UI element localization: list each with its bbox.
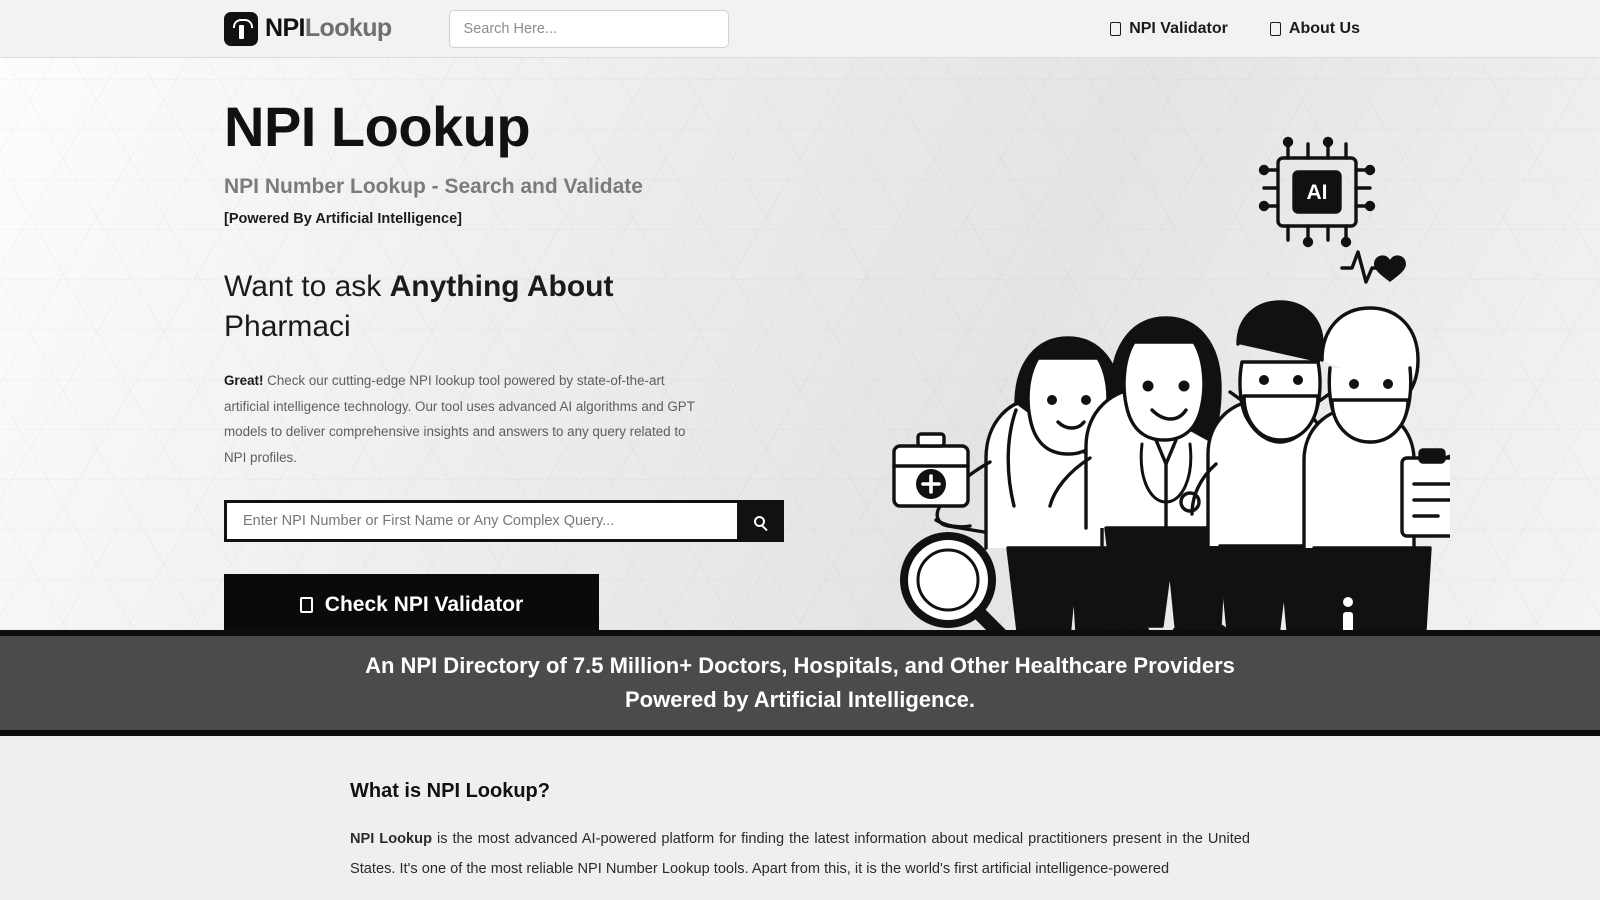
about-heading: What is NPI Lookup?	[350, 780, 550, 802]
magnifier-icon	[904, 536, 1014, 630]
npi-query-input[interactable]	[227, 503, 737, 539]
site-header	[0, 0, 1600, 58]
hero-ask-bold: Anything About	[389, 270, 614, 303]
first-aid-kit-icon	[894, 434, 968, 506]
illustration-svg	[890, 128, 1450, 630]
npi-query-search-bar	[224, 500, 784, 542]
hero-powered-by: [Powered By Artificial Intelligence]	[224, 211, 462, 227]
npi-query-search-button[interactable]	[737, 503, 781, 539]
heartbeat-icon	[1342, 252, 1406, 282]
about-paragraph	[350, 825, 1250, 885]
ai-chip-icon	[1261, 139, 1374, 246]
hero-section	[0, 58, 1600, 630]
about-paragraph-body: is the most advanced AI-powered platform for finding the latest information about medical practitioners present in the United States. It's one of the most reliable NPI Number Lookup tools. Apart from this, it is the world's first artificial intelligence-powered	[350, 831, 1251, 877]
logo[interactable]	[224, 12, 392, 46]
hero-ask-second-line: Pharmaci	[224, 309, 351, 343]
info-icon	[1270, 22, 1281, 36]
person-masked-right	[1304, 308, 1450, 630]
logo-text-lookup: Lookup	[304, 14, 392, 42]
directory-banner	[0, 630, 1600, 736]
healthcare-team-illustration	[890, 128, 1450, 630]
header-nav	[1110, 20, 1360, 38]
shield-check-icon	[1110, 22, 1121, 36]
nav-item-label: NPI Validator	[1129, 19, 1228, 37]
logo-text-npi: NPI	[265, 14, 305, 42]
about-section	[0, 736, 1600, 900]
nav-item-npi-validator[interactable]	[1110, 20, 1228, 38]
hero-description-body: Check our cutting-edge NPI lookup tool powered by state-of-the-art artificial intelligence technology. Our tool uses advanced AI algorithms and GPT models to deliver comprehensive insights and answers to any query related to NPI profiles.	[224, 373, 695, 465]
logo-text	[265, 14, 392, 43]
check-npi-validator-label: Check NPI Validator	[324, 593, 524, 617]
check-npi-validator-button[interactable]	[224, 574, 599, 630]
hero-description-lead: Great!	[224, 373, 264, 389]
hero-description	[224, 368, 709, 470]
about-section-inner	[350, 780, 1250, 885]
hero-ask-heading	[224, 267, 694, 346]
hospital-logo-icon	[224, 12, 258, 46]
search-icon	[754, 516, 765, 527]
banner-line-1: An NPI Directory of 7.5 Million+ Doctors, Hospitals, and Other Healthcare Providers	[365, 652, 1235, 678]
header-search-input[interactable]	[449, 10, 729, 48]
svg-text:AI: AI	[1306, 181, 1328, 204]
page-title: NPI Lookup	[224, 95, 531, 158]
shield-check-icon	[300, 597, 313, 613]
nav-item-label: About Us	[1288, 19, 1360, 37]
nav-item-about-us[interactable]	[1270, 20, 1360, 38]
hero-subtitle: NPI Number Lookup - Search and Validate	[224, 175, 643, 198]
about-paragraph-lead: NPI Lookup	[350, 831, 432, 847]
hero-ask-prefix: Want to ask	[224, 270, 390, 303]
banner-line-2: Powered by Artificial Intelligence.	[624, 687, 976, 712]
hero-content	[224, 58, 944, 630]
